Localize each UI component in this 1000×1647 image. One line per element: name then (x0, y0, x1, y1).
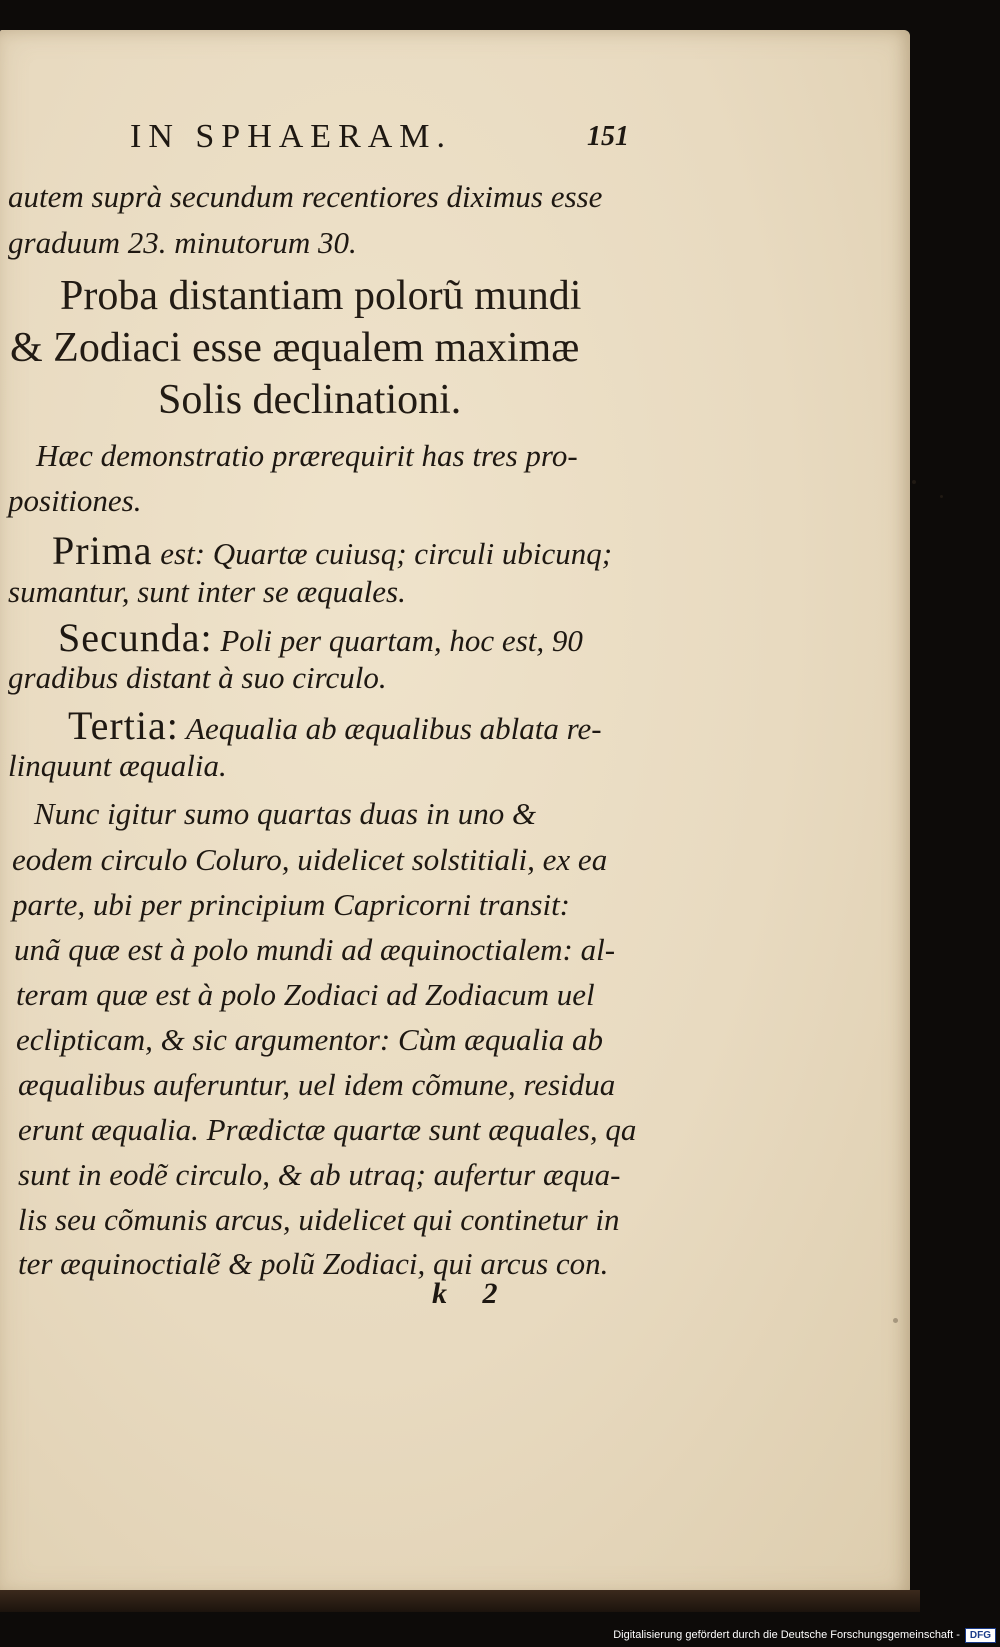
ink-spot (893, 1318, 898, 1323)
proposition-text: Poli per quartam, hoc est, 90 (212, 623, 583, 658)
text-line: Nunc igitur sumo quartas duas in uno & (34, 796, 537, 831)
text-line: gradibus distant à suo circulo. (8, 660, 387, 695)
ink-spot (940, 495, 943, 498)
text-line: eclipticam, & sic argumentor: Cùm æqualia ab (16, 1022, 603, 1057)
proposition-text: Aequalia ab æqualibus ablata re- (178, 711, 602, 746)
proposition-label: Prima (52, 528, 153, 573)
ink-spot (912, 480, 916, 484)
text-line: parte, ubi per principium Capricorni transit: (12, 887, 570, 922)
proposition-label: Secunda: (58, 615, 213, 660)
section-heading-line: & Zodiaci esse æqualem maximæ (10, 325, 580, 371)
section-heading-line: Solis declinationi. (158, 377, 462, 423)
text-line: unã quæ est à polo mundi ad æquinoctialem: al- (14, 932, 616, 967)
text-line: lis seu cõmunis arcus, uidelicet qui continetur in (18, 1202, 620, 1237)
text-line: eodem circulo Coluro, uidelicet solstitiali, ex ea (12, 842, 608, 877)
text-line: sunt in eodẽ circulo, & ab utraq; aufertur æqua- (18, 1157, 621, 1192)
page-edge (0, 1590, 920, 1612)
funding-notice: Digitalisierung gefördert durch die Deutsche Forschungsgemeinschaft - (613, 1629, 960, 1641)
signature-mark: k 2 (432, 1277, 498, 1310)
text-line: sumantur, sunt inter se æquales. (8, 574, 406, 609)
text-line: positiones. (8, 483, 142, 518)
proposition-line (52, 527, 612, 574)
proposition-label: Tertia: (68, 703, 179, 748)
text-line: teram quæ est à polo Zodiaci ad Zodiacum uel (16, 977, 595, 1012)
text-line: ter æquinoctialẽ & polũ Zodiaci, qui arcus con. (18, 1246, 609, 1281)
text-line: linquunt æqualia. (8, 748, 227, 783)
folio-number: 151 (587, 121, 629, 152)
proposition-text: est: Quartæ cuiusq; circuli ubicunq; (152, 536, 613, 571)
text-line: graduum 23. minutorum 30. (8, 225, 357, 260)
running-header (130, 118, 630, 168)
proposition-line (58, 614, 583, 661)
proposition-line (68, 702, 602, 749)
text-line: erunt æqualia. Prædictæ quartæ sunt æquales, qa (18, 1112, 637, 1147)
section-heading-line: Proba distantiam polorũ mundi (60, 273, 582, 319)
text-line: Hæc demonstratio prærequirit has tres pro- (36, 438, 578, 473)
digitization-footer (613, 1626, 996, 1644)
text-line: autem suprà secundum recentiores diximus esse (8, 179, 603, 214)
running-title: IN SPHAERAM. (130, 118, 453, 155)
text-line: æqualibus auferuntur, uel idem cõmune, residua (18, 1067, 616, 1102)
dfg-logo: DFG (965, 1628, 996, 1643)
